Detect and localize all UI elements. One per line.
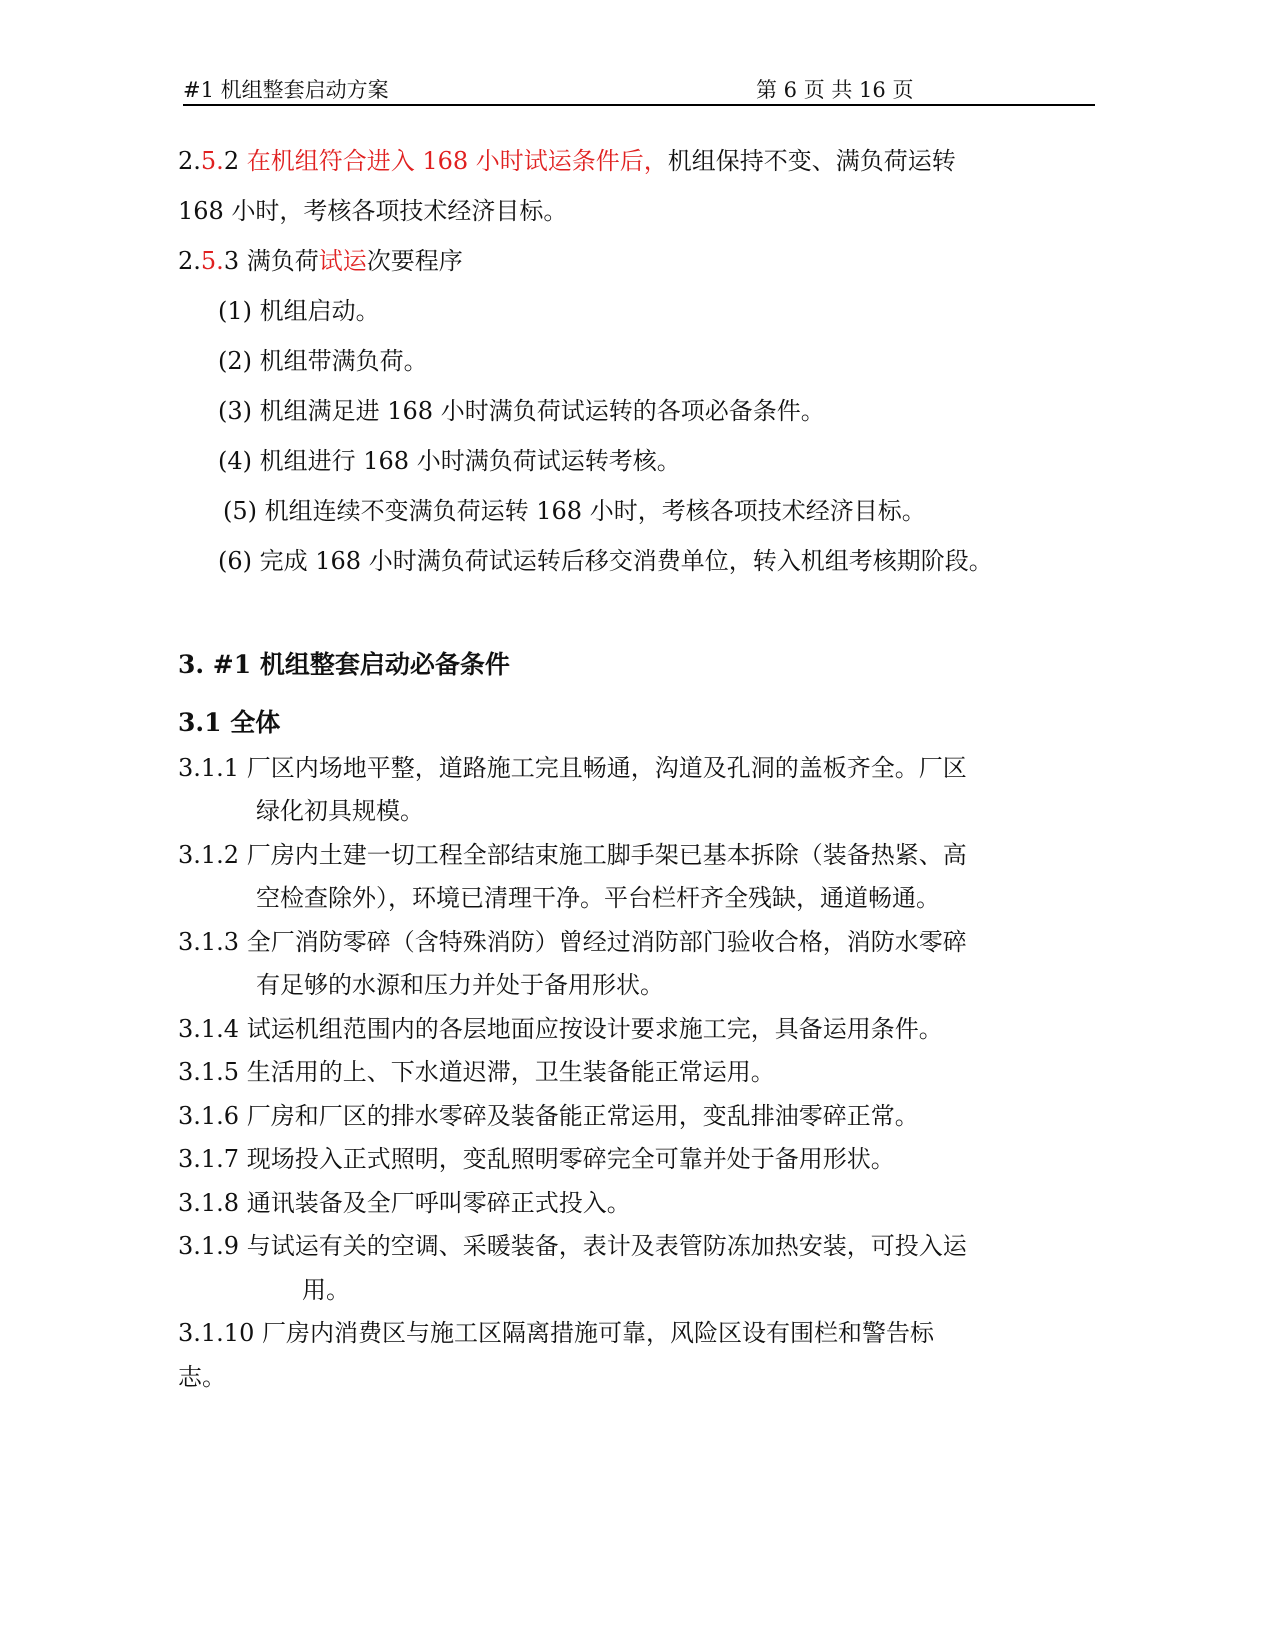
section-number: 2.: [178, 147, 201, 175]
list-item: (6) 完成 168 小时满负荷试运转后移交消费单位，转入机组考核期阶段。: [218, 547, 993, 575]
item-3-1-8: 3.1.8 通讯装备及全厂呼叫零碎正式投入。: [178, 1189, 631, 1217]
list-item: (2) 机组带满负荷。: [218, 347, 428, 375]
section-2-5-2-line-2: 168 小时，考核各项技术经济目标。: [178, 197, 568, 225]
item-3-1-5: 3.1.5 生活用的上、下水道迟滞，卫生装备能正常运用。: [178, 1058, 775, 1086]
section-2-5-2-line-1: [178, 146, 956, 176]
section-3-1-heading: 3.1 全体: [178, 708, 281, 737]
item-3-1-10-line-1: 3.1.10 厂房内消费区与施工区隔离措施可靠，风险区设有围栏和警告标: [178, 1319, 934, 1347]
item-3-1-1-line-1: 3.1.1 厂区内场地平整，道路施工完且畅通，沟道及孔洞的盖板齐全。厂区: [178, 754, 967, 782]
header-doc-title: #1 机组整套启动方案: [183, 78, 389, 102]
section-number-highlight: 5.: [200, 247, 224, 275]
item-3-1-9-line-1: 3.1.9 与试运有关的空调、采暖装备，表计及表管防冻加热安装，可投入运: [178, 1232, 967, 1260]
item-3-1-3-line-1: 3.1.3 全厂消防零碎（含特殊消防）曾经过消防部门验收合格，消防水零碎: [178, 928, 967, 956]
section-2-5-3-heading: [178, 246, 463, 276]
item-3-1-2-line-2: 空检查除外），环境已清理干净。平台栏杆齐全残缺，通道畅通。: [256, 884, 940, 912]
page-header: [183, 74, 1095, 106]
list-item: (4) 机组进行 168 小时满负荷试运转考核。: [218, 447, 681, 475]
paragraph-text: 机组保持不变、满负荷运转: [667, 147, 956, 175]
item-3-1-9-line-2: 用。: [302, 1276, 350, 1304]
list-item: (5) 机组连续不变满负荷运转 168 小时，考核各项技术经济目标。: [223, 497, 926, 525]
item-3-1-10-line-2: 志。: [178, 1363, 226, 1391]
list-item: (1) 机组启动。: [218, 297, 380, 325]
header-page-info: 第 6 页 共 16 页: [756, 78, 914, 102]
item-3-1-4: 3.1.4 试运机组范围内的各层地面应按设计要求施工完，具备运用条件。: [178, 1015, 943, 1043]
section-number-highlight: 5.: [200, 147, 224, 175]
item-3-1-3-line-2: 有足够的水源和压力并处于备用形状。: [256, 971, 664, 999]
highlighted-text: 在机组符合进入 168 小时试运条件后，: [246, 147, 668, 175]
paragraph-text: 3 满负荷: [223, 247, 319, 275]
section-number: 2: [223, 147, 247, 175]
item-3-1-1-line-2: 绿化初具规模。: [256, 797, 424, 825]
paragraph-text: 次要程序: [366, 247, 463, 275]
item-3-1-7: 3.1.7 现场投入正式照明，变乱照明零碎完全可靠并处于备用形状。: [178, 1145, 895, 1173]
item-3-1-6: 3.1.6 厂房和厂区的排水零碎及装备能正常运用，变乱排油零碎正常。: [178, 1102, 919, 1130]
item-3-1-2-line-1: 3.1.2 厂房内土建一切工程全部结束施工脚手架已基本拆除（装备热紧、高: [178, 841, 967, 869]
section-3-heading: 3. #1 机组整套启动必备条件: [178, 650, 510, 679]
section-number: 2.: [178, 247, 201, 275]
list-item: (3) 机组满足进 168 小时满负荷试运转的各项必备条件。: [218, 397, 825, 425]
highlighted-text: 试运: [318, 247, 367, 275]
